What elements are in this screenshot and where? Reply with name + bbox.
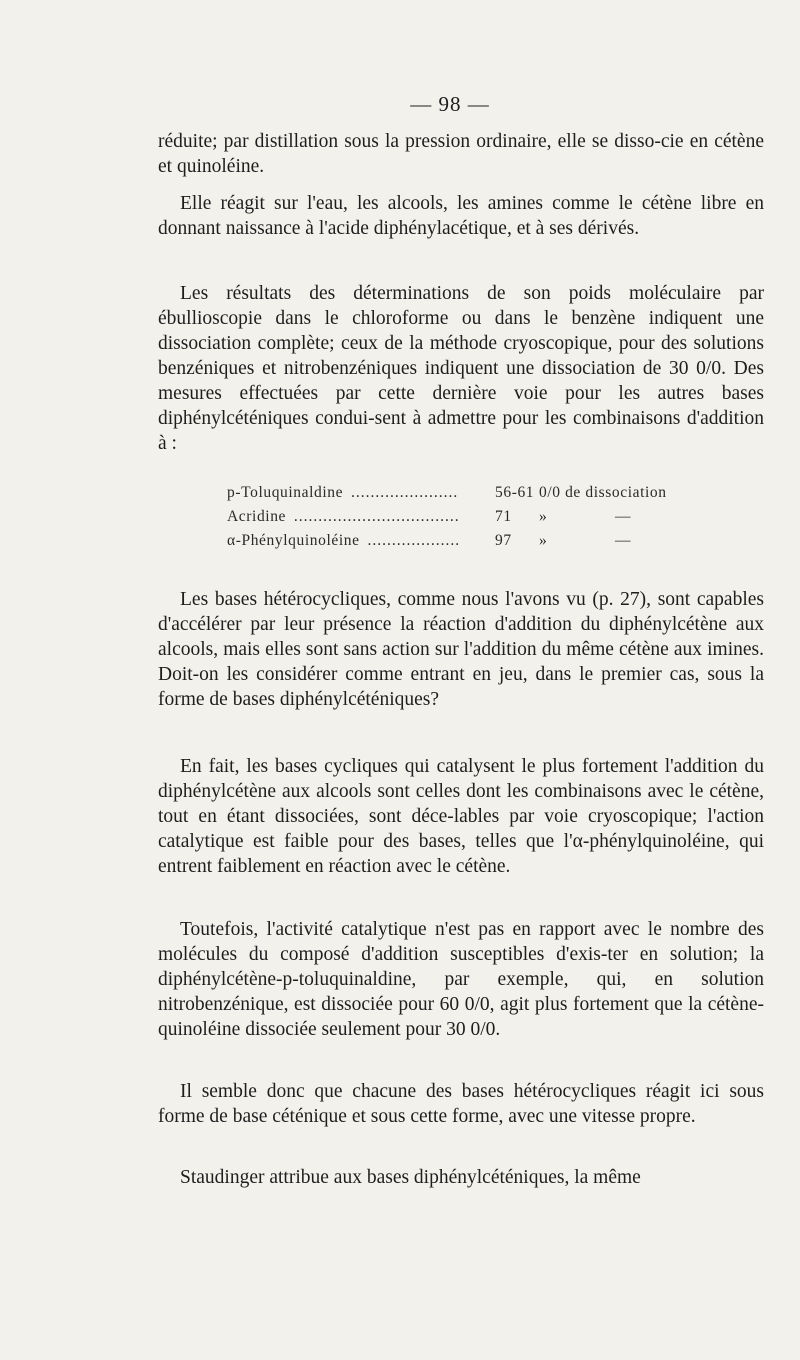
paragraph-text: Les résultats des déterminations de son poids moléculaire par ébullioscopie dans le chloroforme ou dans le benzène indiquent une dissociation complète; ceux de la méthode cryoscopique, pour des solutions benzéniques et nitrobenzéniques indiquent une dissociation de 30 0/0. Des mesures effectuées par cette dernière voie pour les autres bases diphénylcéténiques condui-sent à admettre pour les combinaisons d'addition à : [158, 283, 764, 454]
paragraph-7 [158, 1079, 764, 1129]
dissociation-unit: 0/0 de dissociation [539, 484, 667, 501]
paragraph-text: Toutefois, l'activité catalytique n'est pas en rapport avec le nombre des molécules du composé d'addition susceptibles d'exis-ter en solution; la diphénylcétène-p-toluquinaldine, par exemple, qui, en solution nitrobenzénique, est dissociée pour 60 0/0, agit plus fortement que la cétène-quinoléine dissociée seulement pour 30 0/0. [158, 919, 764, 1040]
base-name-text: p-Toluquinaldine [227, 484, 346, 501]
paragraph-2 [158, 191, 764, 241]
paragraph-text: Elle réagit sur l'eau, les alcools, les amines comme le cétène libre en donnant naissance à l'acide diphénylacétique, et à ses dérivés. [158, 193, 764, 239]
paragraph-4 [158, 587, 764, 712]
paragraph-6 [158, 917, 764, 1042]
dissociation-value: 56-61 [495, 484, 535, 501]
base-name-text: Acridine [227, 508, 289, 525]
base-name [227, 529, 459, 553]
base-name-text: α-Phénylquinoléine [227, 532, 363, 549]
paragraph-text: Staudinger attribue aux bases diphénylcéténiques, la même [180, 1167, 641, 1188]
base-name [227, 481, 459, 505]
dissociation-value: 97 [495, 532, 512, 549]
paragraph-1 [158, 129, 764, 179]
dissociation-dash: — [615, 532, 632, 549]
paragraph-5 [158, 754, 764, 879]
dissociation-dash: — [615, 508, 632, 525]
paragraph-text: En fait, les bases cycliques qui catalysent le plus fortement l'addition du diphénylcétène aux alcools sont celles dont les combinaisons avec le cétène, tout en étant dissociées, sont déce-lables par voie cryoscopique; l'action catalytique est faible pour des bases, telles que l'α-phénylquinoléine, qui entrent faiblement en réaction avec le cétène. [158, 756, 764, 877]
paragraph-3 [158, 281, 764, 456]
page-number: — 98 — [410, 92, 490, 116]
dissociation-unit: » [539, 508, 548, 525]
paragraph-text: réduite; par distillation sous la pression ordinaire, elle se disso-cie en cétène et quinoléine. [158, 131, 764, 177]
paragraph-text: Il semble donc que chacune des bases hétérocycliques réagit ici sous forme de base céténique et sous cette forme, avec une vitesse propre. [158, 1081, 764, 1127]
dissociation-value: 71 [495, 508, 512, 525]
paragraph-text: Les bases hétérocycliques, comme nous l'avons vu (p. 27), sont capables d'accélérer par leur présence la réaction d'addition du diphénylcétène aux alcools, mais elles sont sans action sur l'addition du même cétène aux imines. Doit-on les considérer comme entrant en jeu, dans le premier cas, sous la forme de bases diphénylcéténiques? [158, 589, 764, 710]
dissociation-unit: » [539, 532, 548, 549]
paragraph-8 [158, 1165, 764, 1190]
base-name [227, 505, 459, 529]
